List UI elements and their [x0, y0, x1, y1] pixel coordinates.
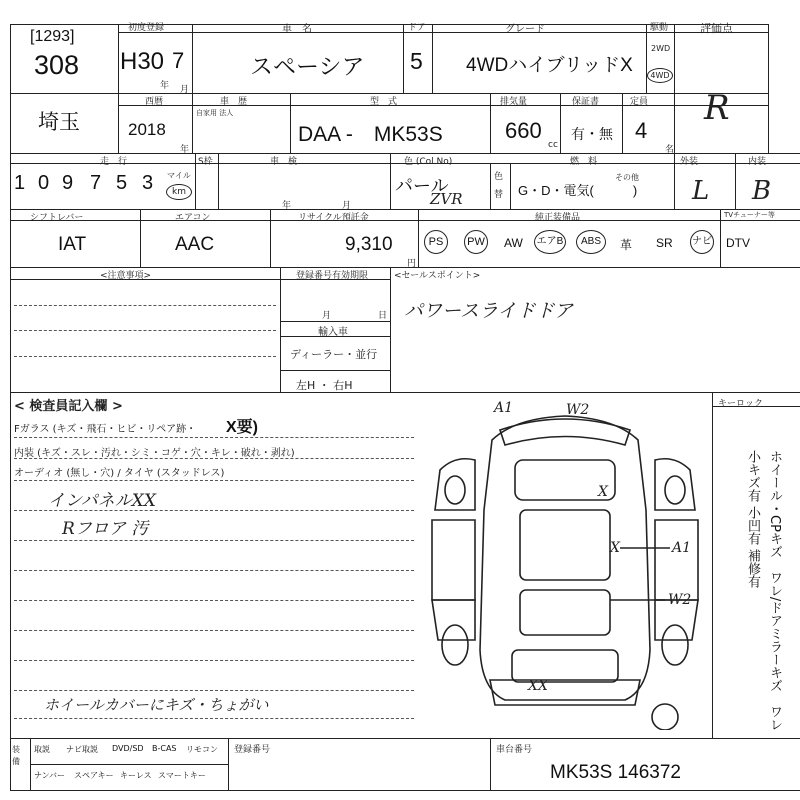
steering-option: 左H ・ 右H [296, 379, 353, 392]
interior-label: 内装 [748, 157, 767, 167]
color-label: 色 (Col.No) [404, 157, 453, 167]
acc-spare-key: スペアキー [74, 771, 114, 780]
import-label: 輸入車 [318, 327, 348, 338]
inspection-title: < 検査員記入欄 > [14, 399, 123, 414]
western-year-unit: 年 [180, 145, 190, 155]
inspection-note-2: Rフロア 汚 [62, 519, 149, 539]
displacement-value: 660 [505, 118, 542, 143]
color-value: パール [395, 176, 449, 196]
mark-a1-front: A1 [494, 400, 514, 416]
history-sub: 自家用 法人 [196, 109, 234, 117]
model-label: 型 式 [370, 97, 398, 107]
sales-point-label: <セールスポイント> [394, 271, 481, 281]
recycle-unit: 円 [407, 259, 417, 269]
mileage-digit: 9 [62, 172, 74, 194]
inspection-note-3: ホイールカバーにキズ・ちょがい [44, 696, 269, 714]
warranty-label: 保証書 [572, 97, 600, 107]
reg-year: H30 [120, 48, 165, 75]
drive-4wd-circled: 4WD [647, 68, 673, 83]
drive-label: 駆動 [650, 23, 669, 33]
sales-point-value: パワースライドドア [404, 300, 573, 322]
capacity-value: 4 [635, 118, 648, 143]
equip-navi: ナビ [690, 230, 714, 254]
equip-aw: AW [504, 236, 523, 250]
equip-airbag: エアB [534, 230, 566, 254]
history-label: 車 歴 [220, 97, 248, 107]
drive-2wd: 2WD [651, 44, 671, 53]
color-code: ZVR [430, 190, 463, 208]
glass-mark: X要) [226, 419, 259, 436]
acc-label: 装備 [12, 745, 20, 766]
reg-month: 月 [322, 311, 332, 321]
score-label: 評価点 [700, 22, 733, 35]
fuel-value: G・D・電気( ) [518, 183, 638, 198]
mark-xx-rear: XX [528, 678, 548, 694]
accessory-grid [34, 744, 224, 786]
equip-abs: ABS [576, 230, 606, 254]
reg-month: 7 [172, 48, 185, 73]
registration-label: 登録番号有効期限 [296, 271, 369, 281]
displacement-label: 排気量 [500, 97, 528, 107]
mileage-digit: 0 [38, 172, 50, 194]
mileage-digit: 1 [14, 172, 26, 194]
color-side: 色替 [494, 172, 504, 200]
western-year: 2018 [128, 120, 166, 139]
western-label: 西暦 [145, 97, 164, 107]
grade-label: グレード [505, 24, 545, 35]
inspection-note-1: インパネルXX [48, 491, 157, 511]
shift-label: シフトレバー [30, 213, 84, 223]
caution-label: <注意事項> [100, 271, 152, 281]
fuel-other: その他 [615, 173, 639, 182]
tuner-label: TVチューナー等 [724, 211, 775, 219]
capacity-label: 定員 [630, 97, 649, 107]
exterior-label: 外装 [680, 157, 699, 167]
inspection-label: 車 検 [270, 157, 298, 167]
glass-line: Fガラス (キズ・飛石・ヒビ・リペア跡・ [14, 424, 197, 435]
equip-dtv: DTV [726, 236, 750, 250]
equip-sr: SR [656, 236, 673, 250]
fuel-label: 燃 料 [570, 157, 598, 167]
car-name-label: 車 名 [282, 24, 312, 35]
reg-no-label: 登録番号 [234, 745, 271, 755]
equipment-list [420, 230, 800, 260]
chassis-number: MK53S 146372 [550, 762, 681, 783]
doors-value: 5 [410, 48, 423, 74]
car-damage-diagram [420, 400, 710, 730]
mark-w2-front: W2 [566, 402, 590, 418]
warranty-value: 有・無 [571, 126, 613, 142]
chassis-label: 車台番号 [496, 745, 533, 755]
grade-value: 4WDハイブリッドX [466, 55, 633, 76]
score-value: R [704, 88, 730, 128]
cc-unit: cc [548, 140, 558, 150]
doors-label: ドア [408, 23, 426, 33]
car-name: スペーシア [250, 53, 365, 79]
mileage-digit: 5 [116, 172, 128, 194]
mileage-digits [14, 172, 164, 202]
interior-line: 内装 (キズ・スレ・汚れ・シミ・コゲ・穴・キレ・破れ・剥れ) [14, 448, 295, 459]
mark-x-right-door: X [610, 540, 620, 556]
acc-plate: ナンバー [34, 771, 66, 780]
shift-value: IAT [58, 234, 87, 255]
model-value: DAA - MK53S [298, 123, 443, 146]
acc-smart-key: スマートキー [158, 771, 206, 780]
equip-leather: 革 [620, 238, 633, 252]
reg-day: 日 [378, 311, 388, 321]
inspection-month: 月 [342, 201, 352, 211]
region: 埼玉 [38, 111, 80, 134]
damage-legend: ホイール・CPキズ ワレ/ドアミラーキズ ワレ 小キズ有 小凹有 補修有 [745, 450, 782, 732]
reg-year-unit: 年 [160, 81, 170, 91]
acc-bcas: B-CAS [152, 744, 177, 753]
mileage-label: 走 行 [100, 157, 128, 167]
reg-month-unit: 月 [180, 85, 190, 95]
ac-label: エアコン [175, 213, 211, 223]
mileage-digit: 7 [90, 172, 102, 194]
ac-value: AAC [175, 234, 215, 255]
inspection-year: 年 [282, 201, 292, 211]
acc-dvd: DVD/SD [112, 744, 144, 753]
km-unit-circled: km [166, 184, 192, 200]
interior-value: B [752, 176, 772, 206]
equip-ps: PS [424, 230, 448, 254]
acc-remote: リモコン [186, 745, 218, 754]
sm-label: S枠 [198, 157, 213, 167]
acc-keyless: キーレス [120, 771, 152, 780]
mark-w2-right: W2 [668, 592, 692, 608]
keylock-label: キーロック [718, 399, 763, 409]
equip-pw: PW [464, 230, 488, 254]
equipment-label: 純正装備品 [535, 213, 581, 223]
recycle-value: 9,310 [345, 234, 393, 255]
mark-a1-right: A1 [672, 540, 692, 556]
acc-navi-manual: ナビ取説 [66, 745, 98, 754]
mileage-digit: 3 [142, 172, 154, 194]
recycle-label: リサイクル預託金 [298, 213, 369, 223]
exterior-value: L [692, 176, 710, 206]
lot-number: 308 [34, 50, 80, 80]
first-reg-label: 初度登録 [128, 23, 165, 33]
audio-line: オーディオ (無し・穴) / タイヤ (スタッドレス) [14, 468, 225, 479]
acc-manual: 取説 [34, 745, 50, 754]
lot-code: [1293] [30, 28, 75, 45]
mile-unit: マイル [167, 171, 191, 180]
mark-x-right-front: X [598, 484, 608, 500]
dealer-option: ディーラー・並行 [290, 348, 378, 361]
capacity-unit: 名 [665, 145, 675, 155]
